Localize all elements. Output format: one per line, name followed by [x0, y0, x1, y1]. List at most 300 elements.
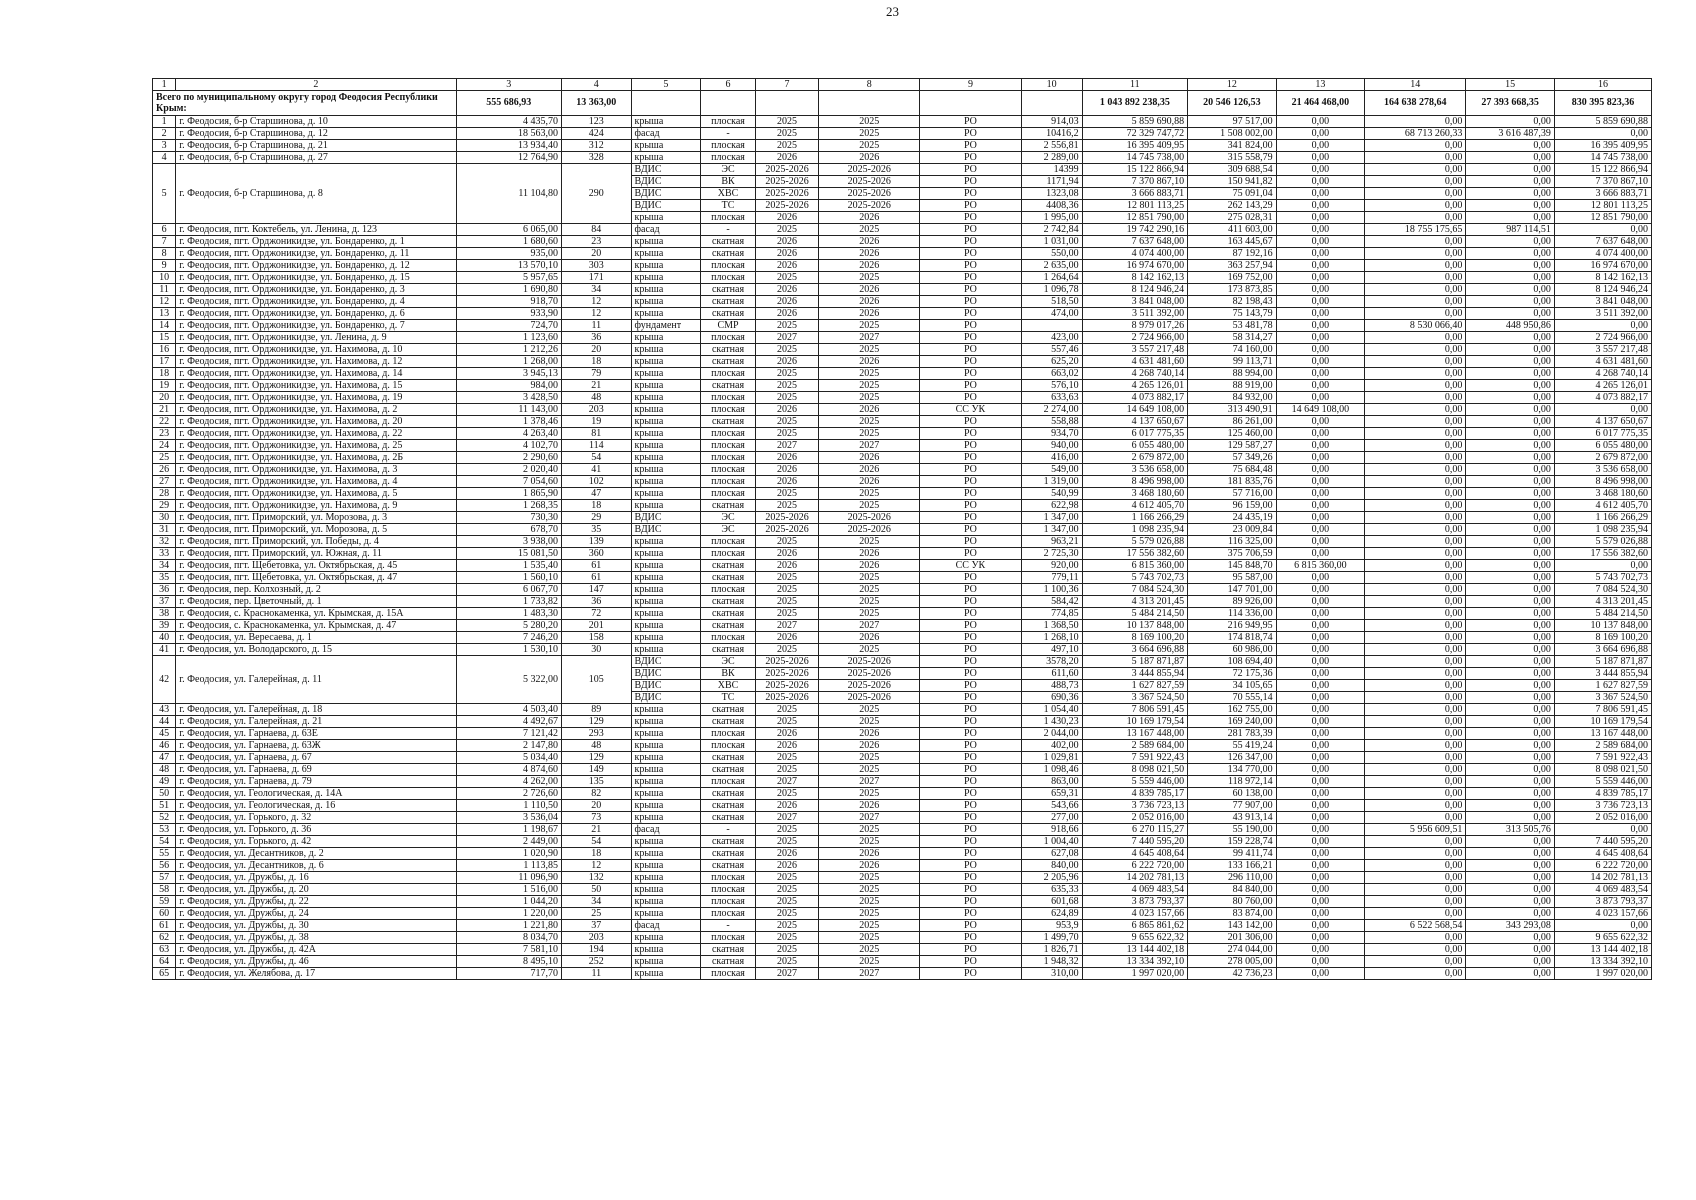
table-row	[153, 500, 1652, 512]
col12-cell: 84 932,00	[1188, 392, 1277, 404]
residents-cell: 129	[561, 752, 631, 764]
col16-cell: 12 851 790,00	[1554, 212, 1651, 224]
fund-method-cell: РО	[920, 572, 1021, 584]
period-start-cell: 2025	[755, 392, 818, 404]
col14-cell: 0,00	[1365, 968, 1466, 980]
fund-method-cell: РО	[920, 740, 1021, 752]
residents-cell: 135	[561, 776, 631, 788]
table-row	[153, 608, 1652, 620]
address-cell: г. Феодосия, ул. Дружбы, д. 42А	[176, 944, 456, 956]
work-subtype-cell: скатная	[701, 644, 756, 656]
cost-cell: 6 865 861,62	[1082, 920, 1187, 932]
area-cell: 4 263,40	[456, 428, 561, 440]
fund-method-cell: РО	[920, 608, 1021, 620]
residents-cell: 139	[561, 536, 631, 548]
col16-cell: 3 664 696,88	[1554, 644, 1651, 656]
col15-cell: 0,00	[1466, 152, 1555, 164]
col13-cell: 0,00	[1276, 296, 1365, 308]
col15-cell: 0,00	[1466, 164, 1555, 176]
period-end-cell: 2025	[819, 128, 920, 140]
col14-cell: 8 530 066,40	[1365, 320, 1466, 332]
col12-cell: 173 873,85	[1188, 284, 1277, 296]
total-empty-cell	[755, 91, 818, 116]
col13-cell: 0,00	[1276, 368, 1365, 380]
address-cell: г. Феодосия, ул. Желябова, д. 17	[176, 968, 456, 980]
fund-method-cell: РО	[920, 116, 1021, 128]
col16-cell: 8 169 100,20	[1554, 632, 1651, 644]
table-row	[153, 308, 1652, 320]
col14-cell: 0,00	[1365, 752, 1466, 764]
col15-cell: 0,00	[1466, 692, 1555, 704]
col15-cell: 0,00	[1466, 680, 1555, 692]
fund-method-cell: РО	[920, 620, 1021, 632]
col16-cell: 0,00	[1554, 824, 1651, 836]
fund-method-cell: РО	[920, 656, 1021, 668]
col14-cell: 0,00	[1365, 380, 1466, 392]
row-number-cell: 60	[153, 908, 176, 920]
row-number-cell: 10	[153, 272, 176, 284]
row-number-cell: 33	[153, 548, 176, 560]
cost-cell: 9 655 622,32	[1082, 932, 1187, 944]
col13-cell: 0,00	[1276, 284, 1365, 296]
period-start-cell: 2025-2026	[755, 164, 818, 176]
col12-cell: 23 009,84	[1188, 524, 1277, 536]
col15-cell: 0,00	[1466, 332, 1555, 344]
fund-method-cell: РО	[920, 356, 1021, 368]
residents-cell: 72	[561, 608, 631, 620]
table-row	[153, 464, 1652, 476]
col14-cell: 0,00	[1365, 176, 1466, 188]
volume-cell: 277,00	[1021, 812, 1082, 824]
cost-cell: 3 873 793,37	[1082, 896, 1187, 908]
address-cell: г. Феодосия, пгт. Орджоникидзе, ул. Нахимова, д. 4	[176, 476, 456, 488]
period-start-cell: 2025	[755, 500, 818, 512]
period-end-cell: 2026	[819, 740, 920, 752]
col13-cell: 0,00	[1276, 320, 1365, 332]
area-cell: 1 212,26	[456, 344, 561, 356]
cost-cell: 7 370 867,10	[1082, 176, 1187, 188]
period-start-cell: 2025	[755, 416, 818, 428]
cost-cell: 72 329 747,72	[1082, 128, 1187, 140]
total-empty-cell	[701, 91, 756, 116]
period-end-cell: 2025	[819, 320, 920, 332]
volume-cell: 584,42	[1021, 596, 1082, 608]
col16-cell: 4 023 157,66	[1554, 908, 1651, 920]
work-subtype-cell: скатная	[701, 848, 756, 860]
cost-cell: 14 745 738,00	[1082, 152, 1187, 164]
address-cell: г. Феодосия, пгт. Приморский, ул. Победы, д. 4	[176, 536, 456, 548]
work-type-cell: крыша	[631, 788, 701, 800]
volume-cell: 1171,94	[1021, 176, 1082, 188]
col14-cell: 0,00	[1365, 608, 1466, 620]
col12-cell: 159 228,74	[1188, 836, 1277, 848]
row-number-cell: 1	[153, 116, 176, 128]
col12-cell: 24 435,19	[1188, 512, 1277, 524]
residents-cell: 18	[561, 848, 631, 860]
col12-cell: 1 508 002,00	[1188, 128, 1277, 140]
col16-cell: 4 265 126,01	[1554, 380, 1651, 392]
volume-cell: 940,00	[1021, 440, 1082, 452]
period-end-cell: 2027	[819, 440, 920, 452]
col15-cell: 313 505,76	[1466, 824, 1555, 836]
period-end-cell: 2025	[819, 368, 920, 380]
table-row	[153, 632, 1652, 644]
work-type-cell: крыша	[631, 572, 701, 584]
row-number-cell: 59	[153, 896, 176, 908]
work-subtype-cell: плоская	[701, 896, 756, 908]
table-row	[153, 740, 1652, 752]
col14-cell: 0,00	[1365, 356, 1466, 368]
col16-cell: 8 142 162,13	[1554, 272, 1651, 284]
table-row	[153, 872, 1652, 884]
fund-method-cell: РО	[920, 284, 1021, 296]
address-cell: г. Феодосия, пгт. Орджоникидзе, ул. Бондаренко, д. 1	[176, 236, 456, 248]
period-end-cell: 2025	[819, 956, 920, 968]
row-number-cell: 54	[153, 836, 176, 848]
period-start-cell: 2026	[755, 560, 818, 572]
col15-cell: 0,00	[1466, 596, 1555, 608]
fund-method-cell: РО	[920, 668, 1021, 680]
col15-cell: 0,00	[1466, 404, 1555, 416]
col15-cell: 0,00	[1466, 848, 1555, 860]
work-subtype-cell: скатная	[701, 944, 756, 956]
row-number-cell: 19	[153, 380, 176, 392]
fund-method-cell: РО	[920, 536, 1021, 548]
work-type-cell: ВДИС	[631, 188, 701, 200]
row-number-cell: 37	[153, 596, 176, 608]
period-start-cell: 2027	[755, 620, 818, 632]
fund-method-cell: РО	[920, 452, 1021, 464]
col14-cell: 0,00	[1365, 248, 1466, 260]
column-number-cell: 10	[1021, 79, 1082, 91]
cost-cell: 16 974 670,00	[1082, 260, 1187, 272]
col15-cell: 0,00	[1466, 968, 1555, 980]
col12-cell: 145 848,70	[1188, 560, 1277, 572]
work-subtype-cell: скатная	[701, 764, 756, 776]
period-end-cell: 2026	[819, 296, 920, 308]
volume-cell: 540,99	[1021, 488, 1082, 500]
work-subtype-cell: ТС	[701, 692, 756, 704]
volume-cell: 627,08	[1021, 848, 1082, 860]
area-cell: 1 378,46	[456, 416, 561, 428]
col13-cell: 0,00	[1276, 824, 1365, 836]
work-type-cell: крыша	[631, 500, 701, 512]
cost-cell: 4 137 650,67	[1082, 416, 1187, 428]
col15-cell: 0,00	[1466, 500, 1555, 512]
col14-cell: 0,00	[1365, 476, 1466, 488]
work-type-cell: фундамент	[631, 320, 701, 332]
cost-cell: 7 637 648,00	[1082, 236, 1187, 248]
volume-cell: 625,20	[1021, 356, 1082, 368]
period-end-cell: 2025	[819, 344, 920, 356]
work-subtype-cell: плоская	[701, 452, 756, 464]
fund-method-cell: РО	[920, 476, 1021, 488]
col13-cell: 0,00	[1276, 968, 1365, 980]
col16-cell: 3 736 723,13	[1554, 800, 1651, 812]
work-subtype-cell: плоская	[701, 728, 756, 740]
period-end-cell: 2026	[819, 860, 920, 872]
area-cell: 6 067,70	[456, 584, 561, 596]
period-start-cell: 2027	[755, 332, 818, 344]
total-label: Всего по муниципальному округу город Феодосия Республики Крым:	[153, 91, 457, 116]
work-subtype-cell: скатная	[701, 716, 756, 728]
period-end-cell: 2025	[819, 896, 920, 908]
col15-cell: 0,00	[1466, 176, 1555, 188]
table-row	[153, 644, 1652, 656]
work-subtype-cell: плоская	[701, 488, 756, 500]
row-number-cell: 12	[153, 296, 176, 308]
period-end-cell: 2026	[819, 476, 920, 488]
work-subtype-cell: ЭС	[701, 164, 756, 176]
area-cell: 11 143,00	[456, 404, 561, 416]
col14-cell: 0,00	[1365, 428, 1466, 440]
volume-cell: 1 268,10	[1021, 632, 1082, 644]
cost-cell: 4 612 405,70	[1082, 500, 1187, 512]
row-number-cell: 38	[153, 608, 176, 620]
fund-method-cell: РО	[920, 524, 1021, 536]
table-row	[153, 332, 1652, 344]
area-cell: 12 764,90	[456, 152, 561, 164]
period-start-cell: 2027	[755, 440, 818, 452]
volume-cell: 611,60	[1021, 668, 1082, 680]
col16-cell: 5 187 871,87	[1554, 656, 1651, 668]
address-cell: г. Феодосия, ул. Дружбы, д. 20	[176, 884, 456, 896]
table-row	[153, 260, 1652, 272]
col14-cell: 0,00	[1365, 512, 1466, 524]
table-row	[153, 584, 1652, 596]
work-type-cell: крыша	[631, 596, 701, 608]
col13-cell: 0,00	[1276, 632, 1365, 644]
work-type-cell: крыша	[631, 584, 701, 596]
col15-cell: 0,00	[1466, 908, 1555, 920]
col14-cell: 0,00	[1365, 464, 1466, 476]
col12-cell: 55 190,00	[1188, 824, 1277, 836]
volume-cell: 557,46	[1021, 344, 1082, 356]
period-end-cell: 2025	[819, 716, 920, 728]
col16-cell: 8 098 021,50	[1554, 764, 1651, 776]
col16-cell: 3 468 180,60	[1554, 488, 1651, 500]
col13-cell: 0,00	[1276, 200, 1365, 212]
col16-cell: 7 084 524,30	[1554, 584, 1651, 596]
table-row	[153, 596, 1652, 608]
work-type-cell: крыша	[631, 632, 701, 644]
area-cell: 1 123,60	[456, 332, 561, 344]
col15-cell: 0,00	[1466, 932, 1555, 944]
col14-cell: 0,00	[1365, 740, 1466, 752]
col14-cell: 0,00	[1365, 860, 1466, 872]
period-start-cell: 2026	[755, 632, 818, 644]
residents-cell: 73	[561, 812, 631, 824]
row-number-cell: 62	[153, 932, 176, 944]
residents-cell: 290	[561, 164, 631, 224]
col14-cell: 0,00	[1365, 440, 1466, 452]
col14-cell: 0,00	[1365, 908, 1466, 920]
col13-cell: 0,00	[1276, 464, 1365, 476]
table-row	[153, 476, 1652, 488]
total-residents: 13 363,00	[561, 91, 631, 116]
period-start-cell: 2025	[755, 884, 818, 896]
work-subtype-cell: скатная	[701, 620, 756, 632]
col15-cell: 0,00	[1466, 428, 1555, 440]
period-end-cell: 2025	[819, 224, 920, 236]
col14-cell: 0,00	[1365, 788, 1466, 800]
col15-cell: 0,00	[1466, 368, 1555, 380]
period-end-cell: 2026	[819, 548, 920, 560]
area-cell: 1 680,60	[456, 236, 561, 248]
table-row	[153, 908, 1652, 920]
col14-cell: 0,00	[1365, 572, 1466, 584]
work-subtype-cell: плоская	[701, 908, 756, 920]
area-cell: 3 536,04	[456, 812, 561, 824]
col16-cell: 8 124 946,24	[1554, 284, 1651, 296]
table-row	[153, 392, 1652, 404]
period-start-cell: 2025-2026	[755, 188, 818, 200]
cost-cell: 4 023 157,66	[1082, 908, 1187, 920]
column-number-cell: 4	[561, 79, 631, 91]
period-start-cell: 2025	[755, 836, 818, 848]
col14-cell: 0,00	[1365, 848, 1466, 860]
col13-cell: 0,00	[1276, 248, 1365, 260]
work-subtype-cell: скатная	[701, 236, 756, 248]
cost-cell: 12 801 113,25	[1082, 200, 1187, 212]
col14-cell: 0,00	[1365, 632, 1466, 644]
work-type-cell: крыша	[631, 644, 701, 656]
col13-cell: 0,00	[1276, 428, 1365, 440]
col12-cell: 313 490,91	[1188, 404, 1277, 416]
period-start-cell: 2026	[755, 248, 818, 260]
table-row	[153, 440, 1652, 452]
col14-cell: 0,00	[1365, 704, 1466, 716]
work-type-cell: крыша	[631, 560, 701, 572]
work-type-cell: ВДИС	[631, 164, 701, 176]
col12-cell: 89 926,00	[1188, 596, 1277, 608]
volume-cell: 690,36	[1021, 692, 1082, 704]
residents-cell: 203	[561, 932, 631, 944]
col16-cell: 4 645 408,64	[1554, 848, 1651, 860]
area-cell: 1 530,10	[456, 644, 561, 656]
col13-cell: 0,00	[1276, 908, 1365, 920]
cost-cell: 6 017 775,35	[1082, 428, 1187, 440]
volume-cell: 416,00	[1021, 452, 1082, 464]
address-cell: г. Феодосия, ул. Галерейная, д. 21	[176, 716, 456, 728]
area-cell: 15 081,50	[456, 548, 561, 560]
period-start-cell: 2025	[755, 956, 818, 968]
col14-cell: 0,00	[1365, 212, 1466, 224]
period-end-cell: 2025	[819, 392, 920, 404]
period-start-cell: 2025	[755, 908, 818, 920]
column-number-cell: 11	[1082, 79, 1187, 91]
work-type-cell: крыша	[631, 272, 701, 284]
residents-cell: 203	[561, 404, 631, 416]
table-row	[153, 452, 1652, 464]
volume-cell: 779,11	[1021, 572, 1082, 584]
col14-cell: 0,00	[1365, 728, 1466, 740]
col16-cell: 1 098 235,94	[1554, 524, 1651, 536]
work-type-cell: крыша	[631, 740, 701, 752]
period-end-cell: 2025	[819, 836, 920, 848]
col12-cell: 57 349,26	[1188, 452, 1277, 464]
col13-cell: 0,00	[1276, 572, 1365, 584]
cost-cell: 3 536 658,00	[1082, 464, 1187, 476]
col13-cell: 0,00	[1276, 800, 1365, 812]
work-subtype-cell: ХВС	[701, 188, 756, 200]
row-number-cell: 46	[153, 740, 176, 752]
fund-method-cell: РО	[920, 632, 1021, 644]
period-end-cell: 2026	[819, 404, 920, 416]
address-cell: г. Феодосия, ул. Гарнаева, д. 69	[176, 764, 456, 776]
row-number-cell: 29	[153, 500, 176, 512]
period-end-cell: 2025	[819, 596, 920, 608]
period-end-cell: 2027	[819, 332, 920, 344]
total-row	[153, 91, 1652, 116]
period-start-cell: 2025	[755, 584, 818, 596]
fund-method-cell: РО	[920, 368, 1021, 380]
col12-cell: 162 755,00	[1188, 704, 1277, 716]
period-end-cell: 2026	[819, 560, 920, 572]
work-subtype-cell: -	[701, 920, 756, 932]
table-row	[153, 884, 1652, 896]
work-type-cell: ВДИС	[631, 200, 701, 212]
address-cell: г. Феодосия, ул. Гарнаева, д. 67	[176, 752, 456, 764]
fund-method-cell: РО	[920, 332, 1021, 344]
address-cell: г. Феодосия, ул. Галерейная, д. 18	[176, 704, 456, 716]
col12-cell: 86 261,00	[1188, 416, 1277, 428]
area-cell: 984,00	[456, 380, 561, 392]
column-number-cell: 2	[176, 79, 456, 91]
col16-cell: 1 166 266,29	[1554, 512, 1651, 524]
row-number-cell: 23	[153, 428, 176, 440]
cost-cell: 10 169 179,54	[1082, 716, 1187, 728]
period-end-cell: 2027	[819, 620, 920, 632]
residents-cell: 48	[561, 392, 631, 404]
work-subtype-cell: плоская	[701, 464, 756, 476]
col13-cell: 0,00	[1276, 704, 1365, 716]
work-type-cell: крыша	[631, 476, 701, 488]
cost-cell: 13 334 392,10	[1082, 956, 1187, 968]
address-cell: г. Феодосия, пгт. Орджоникидзе, ул. Нахимова, д. 20	[176, 416, 456, 428]
period-end-cell: 2026	[819, 800, 920, 812]
volume-cell: 558,88	[1021, 416, 1082, 428]
col15-cell: 0,00	[1466, 728, 1555, 740]
area-cell: 4 492,67	[456, 716, 561, 728]
col14-cell: 0,00	[1365, 764, 1466, 776]
volume-cell: 1 430,23	[1021, 716, 1082, 728]
col14-cell: 0,00	[1365, 932, 1466, 944]
residents-cell: 149	[561, 764, 631, 776]
volume-cell: 840,00	[1021, 860, 1082, 872]
col15-cell: 0,00	[1466, 452, 1555, 464]
volume-cell: 518,50	[1021, 296, 1082, 308]
col12-cell: 143 142,00	[1188, 920, 1277, 932]
period-end-cell: 2025	[819, 488, 920, 500]
table-row	[153, 344, 1652, 356]
col13-cell: 0,00	[1276, 956, 1365, 968]
col12-cell: 95 587,00	[1188, 572, 1277, 584]
address-cell: г. Феодосия, ул. Десантников, д. 6	[176, 860, 456, 872]
total-col12: 20 546 126,53	[1188, 91, 1277, 116]
area-cell: 1 020,90	[456, 848, 561, 860]
work-type-cell: крыша	[631, 356, 701, 368]
period-end-cell: 2026	[819, 452, 920, 464]
volume-cell: 2 205,96	[1021, 872, 1082, 884]
col14-cell: 0,00	[1365, 260, 1466, 272]
table-row	[153, 116, 1652, 128]
table-row	[153, 140, 1652, 152]
period-start-cell: 2025	[755, 380, 818, 392]
fund-method-cell: РО	[920, 236, 1021, 248]
work-subtype-cell: скатная	[701, 608, 756, 620]
table-row	[153, 224, 1652, 236]
